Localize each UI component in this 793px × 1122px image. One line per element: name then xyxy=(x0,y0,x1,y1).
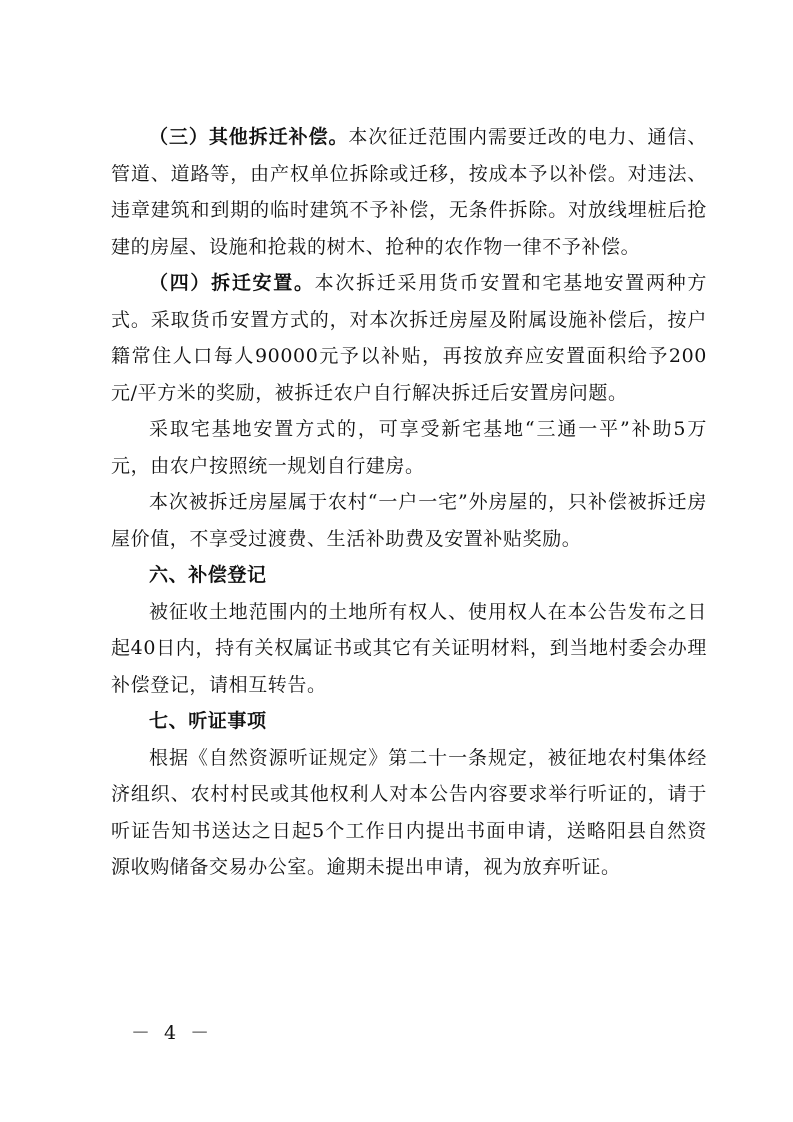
paragraph-text: 本次拆迁采用货币安置和宅基地安置两种方式。采取货币安置方式的，对本次拆迁房屋及附属设施补偿后，按户籍常住人口每人90000元予以补贴，再按放弃应安置面积给予200元/平方米的奖励，被拆迁农户自行解决拆迁后安置房问题。 xyxy=(111,272,707,404)
paragraph-extra-house xyxy=(111,484,707,557)
section-heading-hearing: 七、听证事项 xyxy=(149,710,267,732)
paragraph-resettlement xyxy=(111,265,707,411)
paragraph-registration xyxy=(111,594,707,704)
paragraph-homestead-option xyxy=(111,411,707,484)
paragraph-lead: （三）其他拆迁补偿。 xyxy=(149,126,349,148)
paragraph-text: 本次被拆迁房屋属于农村“一户一宅”外房屋的，只补偿被拆迁房屋价值，不享受过渡费、生活补助费及安置补贴奖励。 xyxy=(111,491,707,550)
paragraph-text: 采取宅基地安置方式的，可享受新宅基地“三通一平”补助5万元，由农户按照统一规划自行建房。 xyxy=(111,418,707,477)
document-body xyxy=(111,119,707,886)
paragraph-text: 根据《自然资源听证规定》第二十一条规定，被征地农村集体经济组织、农村村民或其他权利人对本公告内容要求举行听证的，请于听证告知书送达之日起5个工作日内提出书面申请，送略阳县自然资源收购储备交易办公室。逾期未提出申请，视为放弃听证。 xyxy=(111,746,707,878)
paragraph-lead: （四）拆迁安置。 xyxy=(149,272,315,294)
paragraph-other-compensation xyxy=(111,119,707,265)
paragraph-hearing xyxy=(111,740,707,886)
paragraph-text: 被征收土地范围内的土地所有权人、使用权人在本公告发布之日起40日内，持有关权属证书或其它有关证明材料，到当地村委会办理补偿登记，请相互转告。 xyxy=(111,600,707,696)
section-heading-registration: 六、补偿登记 xyxy=(149,564,267,586)
paragraph-text: 本次征迁范围内需要迁改的电力、通信、管道、道路等，由产权单位拆除或迁移，按成本予以补偿。对违法、违章建筑和到期的临时建筑不予补偿，无条件拆除。对放线埋桩后抢建的房屋、设施和抢栽的树木、抢种的农作物一律不予补偿。 xyxy=(111,126,707,258)
page-number: － 4 － xyxy=(131,1022,214,1044)
